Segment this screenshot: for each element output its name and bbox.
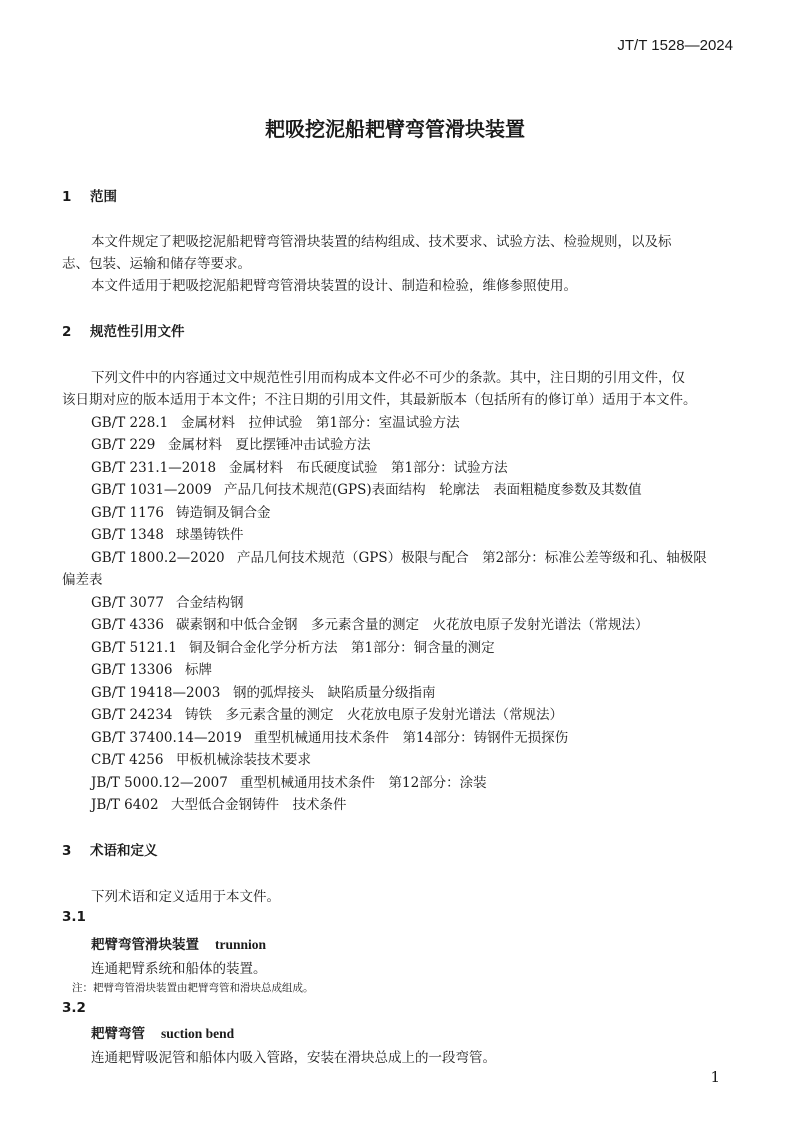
references-intro-line: 该日期对应的版本适用于本文件；不注日期的引用文件，其最新版本（包括所有的修订单）适用于本文件。 (62, 392, 697, 408)
term-heading (91, 1022, 234, 1042)
reference-title: 产品几何技术规范（GPS）极限与配合 第2部分：标准公差等级和孔、轴极限 (237, 550, 707, 566)
reference-item (91, 681, 436, 701)
reference-code: JB/T 5000.12—2007 (91, 775, 228, 791)
terms-intro: 下列术语和定义适用于本文件。 (91, 889, 280, 905)
reference-item (91, 793, 347, 813)
reference-item (91, 501, 271, 521)
reference-item (91, 546, 707, 566)
section-2-heading (62, 320, 185, 340)
reference-code: GB/T 19418—2003 (91, 685, 221, 701)
reference-item (91, 658, 212, 678)
term-note: 注：耙臂弯管滑块装置由耙臂弯管和滑块总成组成。 (72, 982, 314, 994)
section-title: 规范性引用文件 (90, 324, 185, 340)
section-number: 3 (62, 843, 72, 859)
reference-title: 钢的弧焊接头 缺陷质量分级指南 (233, 685, 436, 701)
term-definition: 连通耙臂系统和船体的装置。 (91, 961, 267, 977)
reference-code: GB/T 3077 (91, 595, 164, 611)
reference-item (91, 726, 568, 746)
reference-item (91, 771, 487, 791)
page-number: 1 (710, 1068, 720, 1086)
reference-title: 重型机械通用技术条件 第14部分：铸钢件无损探伤 (254, 730, 569, 746)
reference-title: 合金结构钢 (176, 595, 244, 611)
standard-number: JT/T 1528—2024 (617, 37, 733, 54)
term-heading (91, 933, 266, 953)
reference-title: 铸造铜及铜合金 (176, 505, 271, 521)
reference-title: 标牌 (185, 662, 212, 678)
reference-code: GB/T 24234 (91, 707, 173, 723)
reference-code: GB/T 231.1—2018 (91, 460, 217, 476)
reference-item (91, 703, 563, 723)
term-english: suction bend (161, 1026, 235, 1041)
section-number: 1 (62, 189, 72, 205)
references-intro-line: 下列文件中的内容通过文中规范性引用而构成本文件必不可少的条款。其中，注日期的引用文件，仅 (91, 370, 685, 386)
term-number: 3.1 (62, 909, 86, 925)
reference-title: 大型低合金钢铸件 技术条件 (171, 797, 347, 813)
term-chinese: 耙臂弯管滑块装置 (91, 937, 199, 953)
reference-item (91, 433, 371, 453)
reference-title: 球墨铸铁件 (176, 527, 244, 543)
term-chinese: 耙臂弯管 (91, 1026, 145, 1042)
reference-code: GB/T 13306 (91, 662, 173, 678)
reference-code: GB/T 5121.1 (91, 640, 177, 656)
reference-item (91, 456, 508, 476)
reference-item (91, 613, 649, 633)
reference-code: GB/T 1176 (91, 505, 164, 521)
scope-paragraph-line: 本文件规定了耙吸挖泥船耙臂弯管滑块装置的结构组成、技术要求、试验方法、检验规则，以及标 (91, 234, 672, 250)
section-1-heading (62, 185, 117, 205)
reference-item (91, 411, 460, 431)
reference-title: 重型机械通用技术条件 第12部分：涂装 (240, 775, 487, 791)
reference-title: 金属材料 拉伸试验 第1部分：室温试验方法 (181, 415, 460, 431)
reference-code: GB/T 228.1 (91, 415, 169, 431)
reference-code: GB/T 1800.2—2020 (91, 550, 225, 566)
reference-item (91, 478, 642, 498)
reference-code: GB/T 1031—2009 (91, 482, 212, 498)
reference-title: 产品几何技术规范(GPS)表面结构 轮廓法 表面粗糙度参数及其数值 (224, 482, 642, 498)
reference-item (91, 523, 244, 543)
document-title: 耙吸挖泥船耙臂弯管滑块装置 (265, 117, 525, 141)
section-title: 术语和定义 (90, 843, 158, 859)
reference-code: GB/T 229 (91, 437, 156, 453)
reference-item (91, 591, 244, 611)
reference-title: 铸铁 多元素含量的测定 火花放电原子发射光谱法（常规法） (185, 707, 563, 723)
reference-item (91, 636, 495, 656)
reference-continuation: 偏差表 (62, 572, 103, 588)
reference-title: 甲板机械涂装技术要求 (176, 752, 311, 768)
reference-item (91, 748, 311, 768)
scope-paragraph-line: 志、包装、运输和储存等要求。 (62, 256, 251, 272)
scope-paragraph: 本文件适用于耙吸挖泥船耙臂弯管滑块装置的设计、制造和检验，维修参照使用。 (91, 278, 577, 294)
section-title: 范围 (90, 189, 117, 205)
reference-code: GB/T 4336 (91, 617, 164, 633)
reference-title: 金属材料 夏比摆锤冲击试验方法 (168, 437, 371, 453)
reference-title: 金属材料 布氏硬度试验 第1部分：试验方法 (229, 460, 508, 476)
reference-code: GB/T 37400.14—2019 (91, 730, 242, 746)
reference-code: JB/T 6402 (91, 797, 159, 813)
term-english: trunnion (215, 937, 267, 952)
reference-code: CB/T 4256 (91, 752, 164, 768)
section-number: 2 (62, 324, 72, 340)
term-definition: 连通耙臂吸泥管和船体内吸入管路，安装在滑块总成上的一段弯管。 (91, 1050, 496, 1066)
reference-title: 铜及铜合金化学分析方法 第1部分：铜含量的测定 (189, 640, 495, 656)
term-number: 3.2 (62, 1000, 86, 1016)
section-3-heading (62, 839, 158, 859)
reference-code: GB/T 1348 (91, 527, 164, 543)
reference-title: 碳素钢和中低合金钢 多元素含量的测定 火花放电原子发射光谱法（常规法） (176, 617, 649, 633)
